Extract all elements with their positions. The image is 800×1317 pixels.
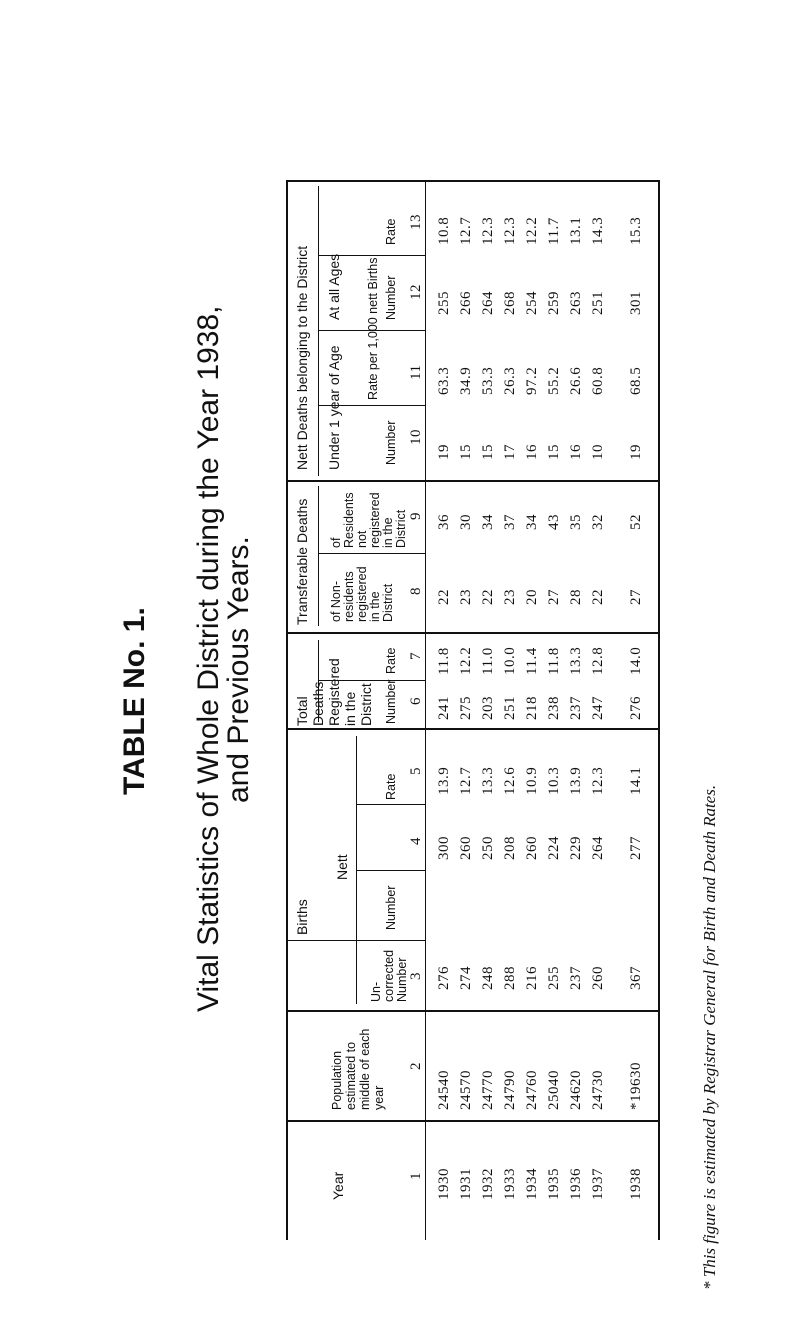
- allages-rate-header: Rate: [384, 218, 398, 245]
- sep-births-nett-cols: [356, 870, 425, 871]
- cell-non-residents: 22: [590, 589, 606, 605]
- cell-residents-not: 34: [480, 514, 496, 530]
- separator-nett-deaths-transferable: [286, 480, 660, 482]
- cell-uncorrected: 255: [546, 966, 562, 990]
- row-1938-allages-number: 301: [628, 291, 644, 315]
- cell-total-deaths-rate: 10.0: [502, 646, 518, 675]
- row-1938-total-deaths-rate: 14.0: [628, 646, 644, 675]
- cell-births-nett-rate: 10.9: [524, 766, 540, 795]
- cell-under1-number: 15: [458, 444, 474, 460]
- cell-total-deaths-number: 237: [568, 696, 584, 720]
- cell-total-deaths-rate: 12.2: [458, 646, 474, 675]
- cell-all-ages-rate: 12.3: [502, 216, 518, 245]
- cell-under1-number: 19: [436, 444, 452, 460]
- cell-births-nett-number: 300: [436, 836, 452, 860]
- births-nett-number-header: Number: [384, 885, 398, 930]
- sep-births-uncorrected-nett: [286, 940, 425, 941]
- table-top-border: [286, 180, 660, 182]
- row-1938-births-rate: 14.1: [628, 766, 644, 795]
- header-divider: [425, 180, 426, 1240]
- year-header: Year: [330, 1171, 346, 1200]
- non-residents-header: of Non-residents registered in the District: [329, 566, 395, 622]
- row-1938-under1-number: 19: [628, 444, 644, 460]
- cell-total-deaths-rate: 12.8: [590, 646, 606, 675]
- row-1938-under1-rate: 68.5: [628, 366, 644, 395]
- cell-residents-not: 35: [568, 514, 584, 530]
- cell-uncorrected: 288: [502, 966, 518, 990]
- cell-uncorrected: 216: [524, 966, 540, 990]
- cell-residents-not: 36: [436, 514, 452, 530]
- cell-uncorrected: 276: [436, 966, 452, 990]
- total-deaths-rate-header: Rate: [384, 647, 398, 674]
- cell-all-ages-rate: 12.7: [458, 216, 474, 245]
- cell-year: 1930: [436, 1168, 452, 1200]
- cell-all-ages-number: 254: [524, 291, 540, 315]
- cell-uncorrected: 237: [568, 966, 584, 990]
- cell-births-nett-rate: 13.9: [568, 766, 584, 795]
- cell-non-residents: 28: [568, 589, 584, 605]
- cell-all-ages-number: 263: [568, 291, 584, 315]
- cell-under1-rate: 97.2: [524, 366, 540, 395]
- cell-all-ages-number: 255: [436, 291, 452, 315]
- allages-number-header: Number: [384, 275, 398, 320]
- cell-residents-not: 37: [502, 514, 518, 530]
- cell-births-nett-number: 208: [502, 836, 518, 860]
- cell-births-nett-rate: 13.3: [480, 766, 496, 795]
- col-num-10: 10: [408, 429, 424, 445]
- row-1938-residents-not: 52: [628, 514, 644, 530]
- row-1938-population: *19630: [628, 1062, 644, 1110]
- cell-total-deaths-number: 251: [502, 696, 518, 720]
- total-deaths-header: Total Deaths Registered in the District: [294, 658, 374, 726]
- cell-residents-not: 30: [458, 514, 474, 530]
- cell-all-ages-rate: 13.1: [568, 216, 584, 245]
- total-deaths-number-header: Number: [384, 679, 398, 724]
- cell-total-deaths-rate: 11.8: [546, 647, 562, 675]
- cell-under1-number: 16: [568, 444, 584, 460]
- cell-births-nett-number: 260: [524, 836, 540, 860]
- births-nett-header: Nett: [334, 854, 350, 880]
- cell-residents-not: 34: [524, 514, 540, 530]
- cell-births-nett-number: 260: [458, 836, 474, 860]
- col-num-13: 13: [408, 214, 424, 230]
- table-title-line-2: and Previous Years.: [222, 536, 255, 803]
- at-all-ages-header: At all Ages: [326, 253, 342, 320]
- population-header: Population estimated to middle of each year: [330, 1028, 386, 1110]
- cell-births-nett-number: 224: [546, 836, 562, 860]
- cell-total-deaths-number: 238: [546, 696, 562, 720]
- cell-all-ages-number: 259: [546, 291, 562, 315]
- row-1938-births-number: 277: [628, 836, 644, 860]
- sep-nett-number-rate: [356, 804, 425, 805]
- cell-under1-rate: 55.2: [546, 366, 562, 395]
- col-num-7: 7: [408, 652, 424, 660]
- cell-non-residents: 23: [502, 589, 518, 605]
- cell-total-deaths-rate: 11.0: [480, 647, 496, 675]
- sep-transfer-cols: [318, 553, 425, 554]
- separator-transferable-total-deaths: [286, 632, 660, 634]
- cell-total-deaths-number: 203: [480, 696, 496, 720]
- cell-all-ages-rate: 12.3: [480, 216, 496, 245]
- row-1938-allages-rate: 15.3: [628, 216, 644, 245]
- cell-total-deaths-number: 247: [590, 696, 606, 720]
- cell-under1-rate: 63.3: [436, 366, 452, 395]
- nett-deaths-header: Nett Deaths belonging to the District: [294, 245, 310, 470]
- cell-births-nett-rate: 12.3: [590, 766, 606, 795]
- subheader-divider-1: [318, 186, 319, 476]
- cell-non-residents: 27: [546, 589, 562, 605]
- cell-births-nett-rate: 12.7: [458, 766, 474, 795]
- col-num-6: 6: [408, 697, 424, 705]
- residents-not-header: of Residents not registered in the District: [329, 492, 408, 548]
- cell-births-nett-number: 264: [590, 836, 606, 860]
- cell-under1-number: 15: [546, 444, 562, 460]
- cell-births-nett-rate: 12.6: [502, 766, 518, 795]
- cell-under1-rate: 34.9: [458, 366, 474, 395]
- col-num-11: 11: [408, 364, 424, 380]
- under-1-header: Under 1 year of Age: [326, 345, 342, 470]
- separator-total-deaths-births: [286, 728, 660, 730]
- cell-population: 24770: [480, 1070, 496, 1110]
- cell-population: 24790: [502, 1070, 518, 1110]
- cell-total-deaths-number: 218: [524, 696, 540, 720]
- cell-all-ages-rate: 10.8: [436, 216, 452, 245]
- cell-under1-number: 10: [590, 444, 606, 460]
- transferable-deaths-header: Transferable Deaths: [294, 498, 310, 625]
- row-1938-year: 1938: [628, 1168, 644, 1200]
- cell-year: 1934: [524, 1168, 540, 1200]
- col-num-4: 4: [408, 837, 424, 845]
- cell-all-ages-number: 268: [502, 291, 518, 315]
- cell-population: 24730: [590, 1070, 606, 1110]
- cell-all-ages-number: 266: [458, 291, 474, 315]
- cell-under1-rate: 26.6: [568, 366, 584, 395]
- cell-year: 1931: [458, 1168, 474, 1200]
- cell-residents-not: 43: [546, 514, 562, 530]
- cell-all-ages-rate: 14.3: [590, 216, 606, 245]
- cell-population: 24540: [436, 1070, 452, 1110]
- cell-under1-rate: 53.3: [480, 366, 496, 395]
- row-1938-total-deaths-number: 276: [628, 696, 644, 720]
- cell-population: 25040: [546, 1070, 562, 1110]
- separator-population-year: [286, 1120, 660, 1122]
- col-num-1: 1: [408, 1172, 424, 1180]
- cell-under1-rate: 26.3: [502, 366, 518, 395]
- cell-year: 1937: [590, 1168, 606, 1200]
- table-right-border: [658, 180, 660, 1240]
- cell-non-residents: 22: [480, 589, 496, 605]
- cell-year: 1932: [480, 1168, 496, 1200]
- cell-under1-number: 16: [524, 444, 540, 460]
- row-1938-uncorrected: 367: [628, 966, 644, 990]
- cell-all-ages-rate: 12.2: [524, 216, 540, 245]
- cell-births-nett-rate: 10.3: [546, 766, 562, 795]
- cell-total-deaths-number: 275: [458, 696, 474, 720]
- cell-year: 1933: [502, 1168, 518, 1200]
- table-left-border: [286, 180, 288, 1240]
- cell-residents-not: 32: [590, 514, 606, 530]
- cell-non-residents: 20: [524, 589, 540, 605]
- cell-uncorrected: 260: [590, 966, 606, 990]
- cell-population: 24620: [568, 1070, 584, 1110]
- cell-uncorrected: 274: [458, 966, 474, 990]
- cell-all-ages-rate: 11.7: [546, 217, 562, 245]
- cell-all-ages-number: 251: [590, 291, 606, 315]
- cell-under1-number: 17: [502, 444, 518, 460]
- cell-uncorrected: 248: [480, 966, 496, 990]
- col-num-5: 5: [408, 767, 424, 775]
- col-num-8: 8: [408, 587, 424, 595]
- cell-non-residents: 23: [458, 589, 474, 605]
- separator-births-population: [286, 1010, 660, 1012]
- cell-population: 24570: [458, 1070, 474, 1110]
- cell-births-nett-number: 229: [568, 836, 584, 860]
- cell-total-deaths-number: 241: [436, 696, 452, 720]
- cell-total-deaths-rate: 11.4: [524, 647, 540, 675]
- under1-rate-header: Rate per 1,000 nett Births: [366, 257, 380, 400]
- cell-births-nett-rate: 13.9: [436, 766, 452, 795]
- births-nett-rate-header: Rate: [384, 773, 398, 800]
- table-title-line-1: Vital Statistics of Whole District during the Year 1938,: [192, 305, 225, 1012]
- col-num-3: 3: [408, 972, 424, 980]
- cell-total-deaths-rate: 13.3: [568, 646, 584, 675]
- subheader-divider-2: [318, 486, 319, 626]
- cell-non-residents: 22: [436, 589, 452, 605]
- col-num-9: 9: [408, 512, 424, 520]
- cell-under1-number: 15: [480, 444, 496, 460]
- cell-year: 1936: [568, 1168, 584, 1200]
- cell-births-nett-number: 250: [480, 836, 496, 860]
- cell-population: 24760: [524, 1070, 540, 1110]
- cell-year: 1935: [546, 1168, 562, 1200]
- footnote: * This figure is estimated by Registrar General for Birth and Death Rates.: [700, 784, 719, 1290]
- uncorrected-number-header: Un-corrected Number: [369, 949, 409, 1002]
- under1-number-header: Number: [384, 420, 398, 465]
- col-num-2: 2: [408, 1062, 424, 1070]
- cell-under1-rate: 60.8: [590, 366, 606, 395]
- table-number: TABLE No. 1.: [118, 607, 151, 795]
- row-1938-non-residents: 27: [628, 589, 644, 605]
- cell-all-ages-number: 264: [480, 291, 496, 315]
- col-num-12: 12: [408, 284, 424, 300]
- cell-total-deaths-rate: 11.8: [436, 647, 452, 675]
- births-header: Births: [294, 899, 310, 935]
